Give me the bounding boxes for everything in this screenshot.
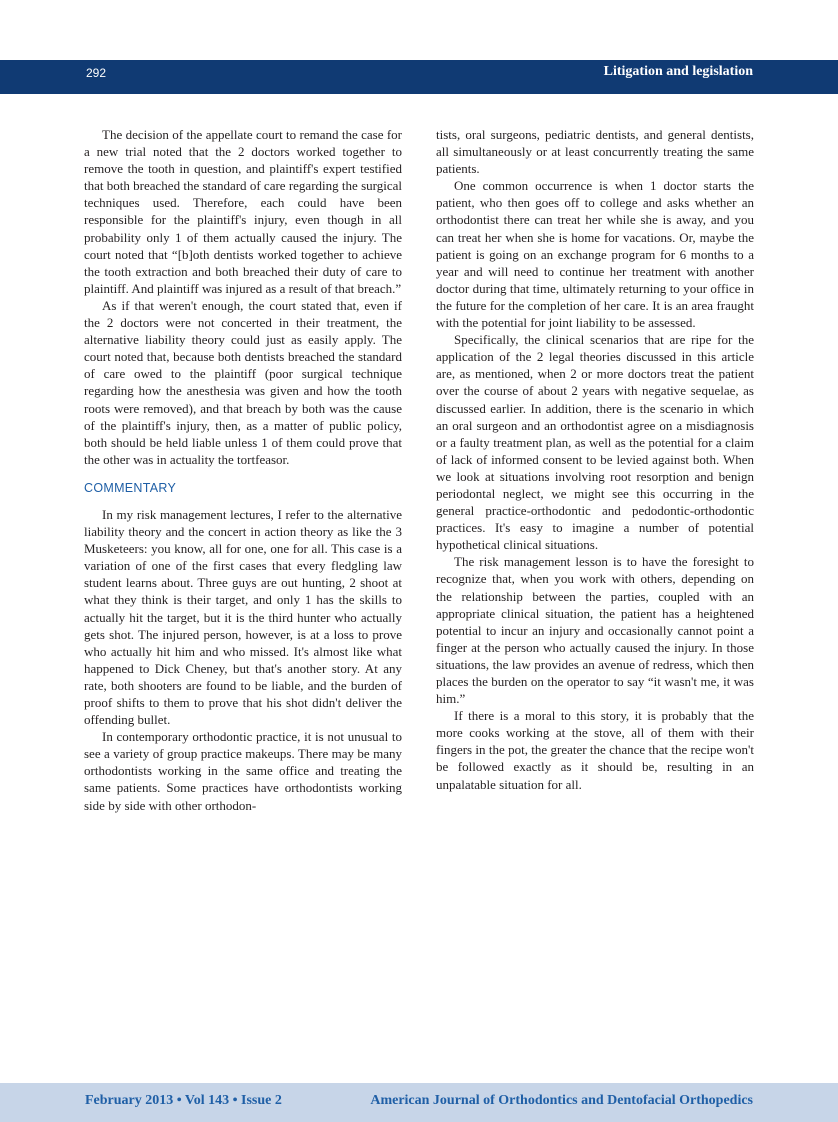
body-paragraph-continuation: tists, oral surgeons, pediatric dentists, and general dentists, all simultaneously or at least concurrently treating the same patients. <box>436 127 754 177</box>
body-paragraph: One common occurrence is when 1 doctor starts the patient, who then goes off to college and asks whether an orthodontist there can treat her while she is away, and you can treat her when she is home for vacations. Or, maybe the patient is going on an exchange program for 6 months to a year and will need to continue her treatment with another doctor during that time, ultimately returning to your office in the future for the completion of her care. It is an area fraught with the potential for joint liability to be assessed. <box>436 178 754 331</box>
issue-info: February 2013 • Vol 143 • Issue 2 <box>85 1093 282 1108</box>
body-paragraph: If there is a moral to this story, it is probably that the more cooks working at the stove, all of them with their fingers in the pot, the greater the chance that the recipe won't be followed exactly as it should be, resulting in an unpalatable situation for all. <box>436 708 754 792</box>
body-paragraph: As if that weren't enough, the court stated that, even if the 2 doctors were not concerted in their treatment, the alternative liability theory could just as easily apply. The court noted that, because both dentists breached the standard of care owed to the plaintiff (poor surgical technique regarding how the anesthesia was given and how the tooth roots were removed), and that breach by both was the cause of the plaintiff's injury, then, as a matter of public policy, both should be held liable unless 1 of them could prove that the other was in actuality the tortfeasor. <box>84 297 402 467</box>
body-paragraph: In my risk management lectures, I refer to the alternative liability theory and the concert in action theory as like the 3 Musketeers: you know, all for one, one for all. This case is a variation of one of the first cases that every fledgling law student learns about. Three guys are out hunting, 2 shoot at what they think is their target, and only 1 has the skills to actually hit the target, but it is the third hunter who actually gets shot. The injured person, however, is at a loss to prove who actually hit him and who missed. It's almost like what happened to Dick Cheney, but that's another story. At any rate, both shooters are found to be liable, and the burden of proof shifts to them to prove that his shot didn't deliver the offending bullet. <box>84 506 402 728</box>
left-column <box>84 126 402 814</box>
body-paragraph: Specifically, the clinical scenarios that are ripe for the application of the 2 legal theories discussed in this article are, as mentioned, when 2 or more doctors treat the patient over the course of about 2 years with negative sequelae, as discussed earlier. In addition, there is the scenario in which an oral surgeon and an orthodontist agree on a misdiagnosis or a faulty treatment plan, as well as the potential for a claim of lack of informed consent to be levied against both. When we look at situations involving root resorption and benign periodontal neglect, we might see this occurring in the general practice-orthodontic and pedodontic-orthodontic practices. It's easy to imagine a number of potential hypothetical clinical situations. <box>436 332 754 553</box>
commentary-heading: COMMENTARY <box>84 480 177 495</box>
section-title: Litigation and legislation <box>603 64 753 79</box>
page-number: 292 <box>86 66 107 80</box>
body-paragraph: In contemporary orthodontic practice, it is not unusual to see a variety of group practice makeups. There may be many orthodontists working in the same office and treating the same patients. Some practices have orthodontists working side by side with other orthodon- <box>84 729 402 813</box>
body-paragraph: The decision of the appellate court to remand the case for a new trial noted that the 2 doctors worked together to remove the tooth in question, and plaintiff's expert testified that both breached the standard of care regarding the surgical techniques used. Therefore, each could have been responsible for the plaintiff's injury, even though in all probability only 1 of them actually caused the injury. The court noted that “[b]oth dentists worked together to achieve the tooth extraction and both breached their duty of care to plaintiff. And plaintiff was injured as a result of that breach.” <box>84 127 402 296</box>
footer-bar <box>0 1083 838 1122</box>
body-paragraph: The risk management lesson is to have the foresight to recognize that, when you work with others, depending on the relationship between the parties, coupled with an appropriate clinical situation, the patient has a heightened potential to incur an injury and occasionally cannot point a finger at the person who actually caused the injury. In those situations, the law provides an avenue of redress, which then places the burden on the operator to say “it wasn't me, it was him.” <box>436 554 754 707</box>
header-bar <box>0 60 838 94</box>
journal-name: American Journal of Orthodontics and Dentofacial Orthopedics <box>370 1093 753 1108</box>
right-column <box>436 126 754 793</box>
